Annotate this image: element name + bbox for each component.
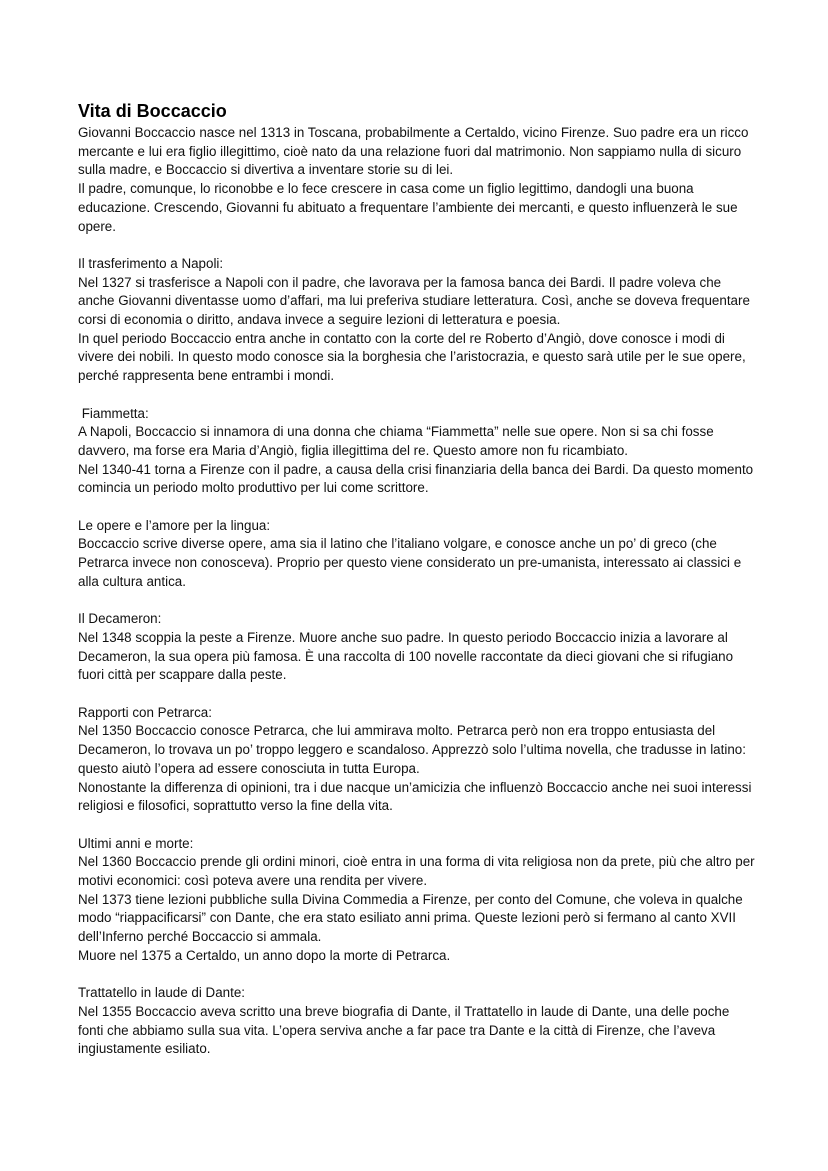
- intro-section: [78, 124, 758, 236]
- section-heading: Trattatello in laude di Dante:: [78, 985, 245, 1001]
- section-decameron: [78, 610, 758, 685]
- intro-paragraph: Giovanni Boccaccio nasce nel 1313 in Toscana, probabilmente a Certaldo, vicino Firenze. Suo padre era un ricco mercante e lui era figlio illegittimo, cioè nato da una relazione fuori dal matrimonio. Non sappiamo nulla di sicuro sulla madre, e Boccaccio si divertiva a inventare storie su di lei.: [78, 125, 749, 178]
- section-paragraph: In quel periodo Boccaccio entra anche in contatto con la corte del re Roberto d’Angiò, dove conosce i modi di vivere dei nobili. In questo modo conosce sia la borghesia che l’aristocrazia, e questo sarà utile per le sue opere, perché rappresenta bene entrambi i mondi.: [78, 330, 746, 384]
- section-trattatello: [78, 984, 758, 1059]
- document-page: [78, 100, 758, 1078]
- section-paragraph: Nel 1360 Boccaccio prende gli ordini minori, cioè entra in una forma di vita religiosa non da prete, più che altro per motivi economici: così poteva avere una rendita per vivere.: [78, 854, 755, 889]
- section-napoli: [78, 255, 758, 386]
- section-paragraph: A Napoli, Boccaccio si innamora di una donna che chiama “Fiammetta” nelle sue opere. Non si sa chi fosse davvero, ma forse era Maria d’Angiò, figlia illegittima del re. Questo amore non fu ricambiato.: [78, 424, 714, 458]
- document-title: Vita di Boccaccio: [78, 101, 227, 121]
- section-heading: Le opere e l’amore per la lingua:: [78, 517, 271, 533]
- section-paragraph: Nel 1350 Boccaccio conosce Petrarca, che lui ammirava molto. Petrarca però non era troppo entusiasta del Decameron, lo trovava un po’ troppo leggero e scandaloso. Apprezzò solo l’ultima novella, che tradusse in latino: questo aiutò l’opera ad essere conosciuta in tutta Europa.: [78, 723, 746, 776]
- section-paragraph: Nel 1373 tiene lezioni pubbliche sulla Divina Commedia a Firenze, per conto del Comune, che voleva in qualche modo “riappacificarsi” con Dante, che era stato esiliato anni prima. Queste lezioni però si fermano al canto XVII dell’Inferno perché Boccaccio si ammala.: [78, 891, 743, 945]
- section-paragraph: Nel 1348 scoppia la peste a Firenze. Muore anche suo padre. In questo periodo Boccaccio inizia a lavorare al Decameron, la sua opera più famosa. È una raccolta di 100 novelle raccontate da dieci giovani che si rifugiano fuori città per scappare dalla peste.: [78, 629, 734, 683]
- section-paragraph: Nel 1355 Boccaccio aveva scritto una breve biografia di Dante, il Trattatello in laude di Dante, una delle poche fonti che abbiamo sulla sua vita. L’opera serviva anche a far pace tra Dante e la città di Firenze, che l’aveva ingiustamente esiliato.: [78, 1003, 730, 1057]
- section-heading: Fiammetta:: [78, 405, 149, 421]
- section-petrarca: [78, 704, 758, 816]
- section-paragraph: Boccaccio scrive diverse opere, ama sia il latino che l’italiano volgare, e conosce anche un po’ di greco (che Petrarca invece non conosceva). Proprio per questo viene considerato un pre-umanista, interessato ai classici e alla cultura antica.: [78, 536, 742, 589]
- section-heading: Ultimi anni e morte:: [78, 835, 194, 851]
- section-heading: Il trasferimento a Napoli:: [78, 255, 224, 271]
- section-paragraph: Nel 1340-41 torna a Firenze con il padre, a causa della crisi finanziaria della banca dei Bardi. Da questo momento comincia un periodo molto produttivo per lui come scrittore.: [78, 461, 754, 496]
- section-paragraph: Muore nel 1375 a Certaldo, un anno dopo la morte di Petrarca.: [78, 947, 451, 963]
- section-paragraph: Nonostante la differenza di opinioni, tra i due nacque un’amicizia che influenzò Boccaccio anche nei suoi interessi religiosi e filosofici, soprattutto verso la fine della vita.: [78, 779, 752, 814]
- intro-paragraph: Il padre, comunque, lo riconobbe e lo fece crescere in casa come un figlio legittimo, dandogli una buona educazione. Crescendo, Giovanni fu abituato a frequentare l’ambiente dei mercanti, e questo influenzerà le sue opere.: [78, 181, 738, 234]
- section-ultimi-anni: [78, 835, 758, 966]
- section-opere: [78, 517, 758, 592]
- section-fiammetta: [78, 405, 758, 499]
- section-paragraph: Nel 1327 si trasferisce a Napoli con il padre, che lavorava per la famosa banca dei Bardi. Il padre voleva che anche Giovanni diventasse uomo d’affari, ma lui preferiva studiare letteratura. Così, anche se doveva frequentare corsi di economia o diritto, andava invece a seguire lezioni di letteratura e poesia.: [78, 274, 750, 328]
- section-heading: Rapporti con Petrarca:: [78, 704, 212, 720]
- section-heading: Il Decameron:: [78, 611, 162, 627]
